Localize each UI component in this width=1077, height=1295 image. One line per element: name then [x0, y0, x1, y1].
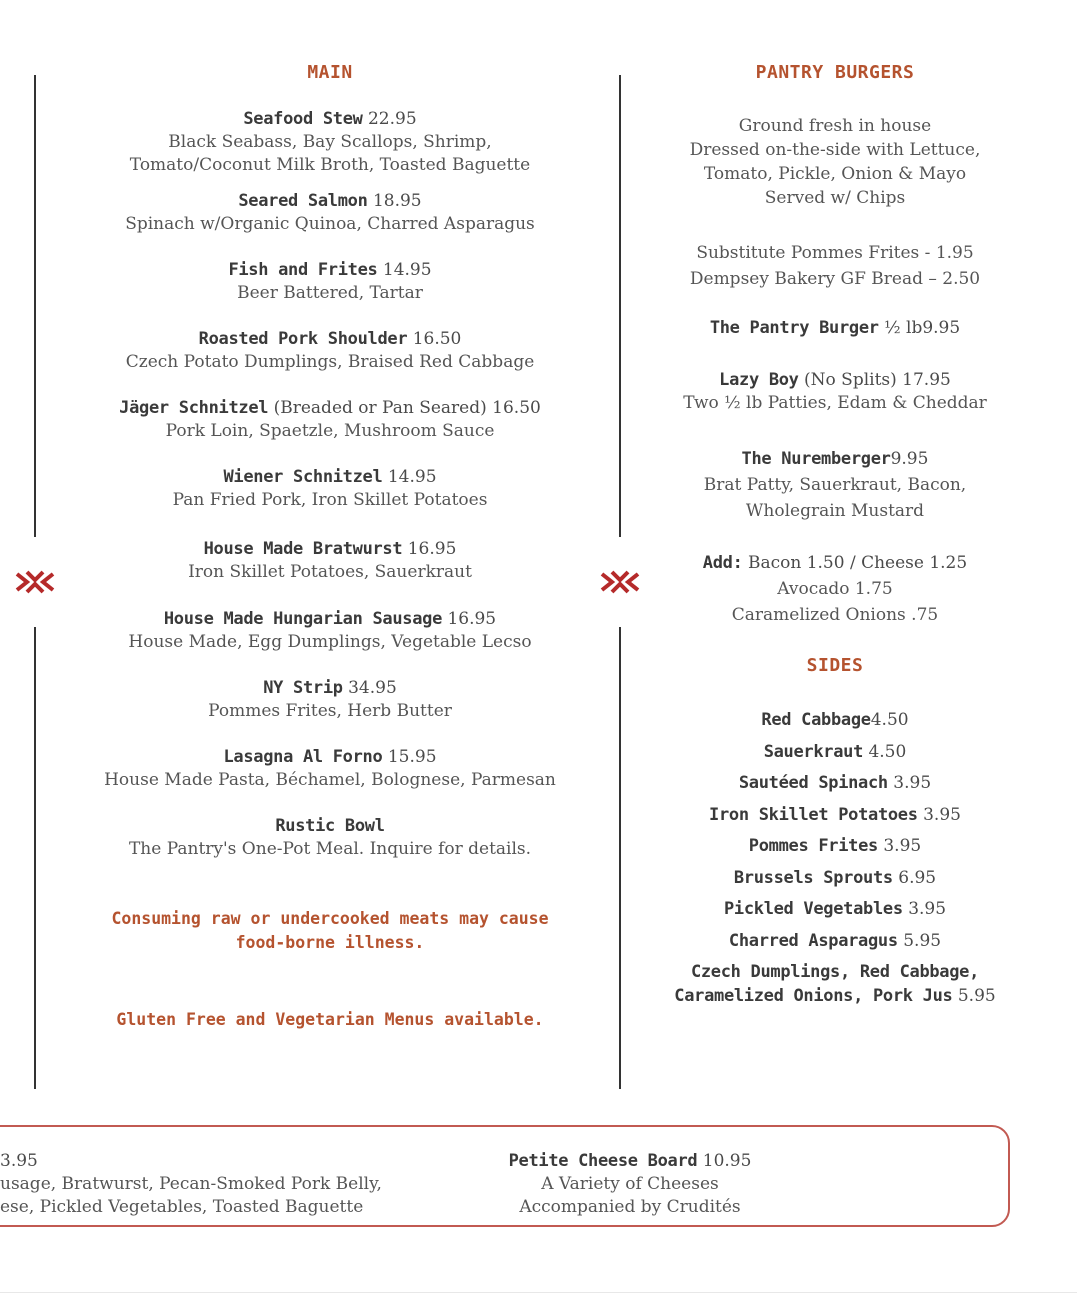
- burgers-substitutions: [655, 240, 1015, 292]
- item-name: Lasagna Al Forno: [223, 747, 383, 767]
- board-left-desc: usage, Bratwurst, Pecan-Smoked Pork Belly,: [0, 1174, 382, 1194]
- item-desc: Black Seabass, Bay Scallops, Shrimp,: [168, 132, 492, 152]
- side-item: [655, 897, 1015, 929]
- board-left-desc: ese, Pickled Vegetables, Toasted Baguette: [0, 1197, 364, 1217]
- item-price: 16.95: [447, 609, 497, 629]
- item-name: The Nuremberger: [741, 449, 891, 469]
- item-name: Lazy Boy: [719, 370, 799, 390]
- item-price: 22.95: [367, 109, 417, 129]
- bottom-rule: [0, 1292, 1077, 1293]
- item-desc: Brat Patty, Sauerkraut, Bacon,: [703, 475, 967, 495]
- menu-item: [60, 815, 600, 861]
- menu-item: [655, 317, 1015, 340]
- side-name: Sauerkraut: [763, 741, 864, 762]
- item-price: 34.95: [348, 678, 397, 698]
- side-item: [655, 803, 1015, 835]
- item-price: 9.95: [890, 449, 929, 469]
- side-price: 6.95: [898, 867, 937, 888]
- item-price: 15.95: [387, 747, 437, 767]
- menu-item: [60, 108, 600, 177]
- item-desc: Tomato/Coconut Milk Broth, Toasted Baguette: [129, 155, 531, 175]
- side-price: 5.95: [903, 930, 942, 951]
- divider-left-bottom: [34, 627, 36, 1089]
- intro-line: Tomato, Pickle, Onion & Mayo: [703, 164, 967, 184]
- menu-item: [60, 538, 600, 584]
- side-name: Charred Asparagus: [728, 930, 898, 951]
- side-price: 3.95: [893, 773, 932, 793]
- menu-item: [60, 677, 600, 723]
- sub-line: Substitute Pommes Frites - 1.95: [696, 243, 974, 263]
- side-price: 5.95: [957, 986, 996, 1006]
- item-desc: Two ½ lb Patties, Edam & Cheddar: [683, 393, 987, 413]
- item-name: Jäger Schnitzel: [119, 398, 269, 418]
- side-price: 4.50: [870, 710, 909, 730]
- item-desc: Wholegrain Mustard: [745, 501, 925, 521]
- add-line: Avocado 1.75: [777, 579, 893, 599]
- raw-meat-notice: [60, 907, 600, 955]
- ornament-icon: [600, 570, 640, 594]
- item-name: NY Strip: [263, 678, 343, 698]
- item-desc: Spinach w/Organic Quinoa, Charred Asparagus: [125, 214, 535, 234]
- side-name: Czech Dumplings, Red Cabbage,: [690, 962, 980, 982]
- board-right-desc: A Variety of Cheeses: [541, 1174, 719, 1194]
- item-name: The Pantry Burger: [709, 318, 879, 338]
- item-desc: The Pantry's One-Pot Meal. Inquire for details.: [128, 839, 532, 859]
- item-desc: House Made Pasta, Béchamel, Bolognese, Parmesan: [104, 770, 556, 790]
- side-name: Caramelized Onions, Pork Jus: [674, 986, 953, 1006]
- main-heading: MAIN: [307, 62, 353, 83]
- gf-notice: Gluten Free and Vegetarian Menus available.: [116, 1010, 544, 1029]
- item-desc: Pan Fried Pork, Iron Skillet Potatoes: [172, 490, 488, 510]
- menu-item: [60, 608, 600, 654]
- item-name: Rustic Bowl: [275, 816, 385, 836]
- item-name: Wiener Schnitzel: [223, 467, 383, 487]
- board-right: [470, 1150, 790, 1219]
- item-desc: Pork Loin, Spaetzle, Mushroom Sauce: [165, 421, 495, 441]
- intro-line: Dressed on-the-side with Lettuce,: [689, 140, 981, 160]
- item-desc: Pommes Frites, Herb Butter: [208, 701, 452, 721]
- board-left: [0, 1150, 430, 1219]
- intro-line: Ground fresh in house: [738, 116, 932, 136]
- add-line: Caramelized Onions .75: [731, 605, 939, 625]
- menu-item: [60, 397, 600, 443]
- side-name: Iron Skillet Potatoes: [709, 804, 918, 825]
- sides-list: [655, 708, 1015, 1008]
- side-name: Sautéed Spinach: [738, 773, 888, 793]
- menu-item: [655, 446, 1015, 524]
- side-price: 4.50: [868, 741, 907, 762]
- item-name: Seared Salmon: [238, 191, 368, 211]
- side-price: 3.95: [883, 836, 922, 856]
- burgers-intro: [655, 114, 1015, 210]
- item-price: (No Splits) 17.95: [804, 370, 951, 390]
- notice-line: Consuming raw or undercooked meats may cause: [111, 909, 549, 928]
- item-desc: Beer Battered, Tartar: [237, 283, 423, 303]
- side-item: [655, 708, 1015, 740]
- item-price: 14.95: [382, 260, 432, 280]
- menu-item: [60, 259, 600, 305]
- intro-line: Served w/ Chips: [764, 188, 906, 208]
- board-left-price: 3.95: [0, 1151, 38, 1171]
- menu-item: [655, 369, 1015, 415]
- divider-mid-top: [619, 75, 621, 537]
- add-label: Add:: [702, 553, 743, 573]
- side-item: [655, 960, 1015, 1008]
- side-price: 3.95: [908, 899, 947, 919]
- side-item: [655, 740, 1015, 772]
- side-name: Pickled Vegetables: [723, 899, 903, 919]
- side-name: Pommes Frites: [748, 836, 878, 856]
- side-item: [655, 866, 1015, 898]
- ornament-icon: [15, 570, 55, 594]
- board-right-name: Petite Cheese Board: [508, 1151, 698, 1171]
- side-item: [655, 834, 1015, 866]
- item-price: (Breaded or Pan Seared) 16.50: [273, 398, 541, 418]
- burgers-heading: PANTRY BURGERS: [755, 62, 915, 83]
- burger-addons: [655, 550, 1015, 628]
- item-name: House Made Bratwurst: [203, 539, 403, 559]
- divider-mid-bottom: [619, 627, 621, 1089]
- item-desc: Czech Potato Dumplings, Braised Red Cabbage: [125, 352, 535, 372]
- side-price: 3.95: [923, 804, 961, 825]
- burgers-column: [655, 0, 1015, 1100]
- side-item: [655, 929, 1015, 961]
- sides-heading: SIDES: [806, 655, 864, 676]
- item-name: House Made Hungarian Sausage: [163, 609, 443, 629]
- add-line: Bacon 1.50 / Cheese 1.25: [747, 553, 968, 573]
- side-name: Brussels Sprouts: [733, 867, 893, 888]
- divider-left-top: [34, 75, 36, 537]
- item-price: 14.95: [387, 467, 437, 487]
- sub-line: Dempsey Bakery GF Bread – 2.50: [689, 269, 981, 289]
- item-name: Fish and Frites: [228, 260, 378, 280]
- item-desc: House Made, Egg Dumplings, Vegetable Lecso: [128, 632, 532, 652]
- menu-item: [60, 328, 600, 374]
- item-desc: Iron Skillet Potatoes, Sauerkraut: [188, 562, 472, 582]
- item-price: 16.50: [412, 329, 462, 349]
- item-price: 16.95: [407, 539, 457, 559]
- board-right-price: 10.95: [702, 1151, 752, 1171]
- item-price: 18.95: [372, 191, 422, 211]
- menu-item: [60, 466, 600, 512]
- side-name: Red Cabbage: [761, 710, 871, 730]
- item-price: ½ lb9.95: [884, 318, 961, 338]
- item-name: Seafood Stew: [243, 109, 363, 129]
- menu-item: [60, 746, 600, 792]
- notice-line: food-borne illness.: [235, 933, 425, 952]
- menu-item: [60, 190, 600, 236]
- side-item: [655, 771, 1015, 803]
- board-right-desc: Accompanied by Crudités: [519, 1197, 741, 1217]
- item-name: Roasted Pork Shoulder: [198, 329, 408, 349]
- main-column: [60, 0, 600, 1100]
